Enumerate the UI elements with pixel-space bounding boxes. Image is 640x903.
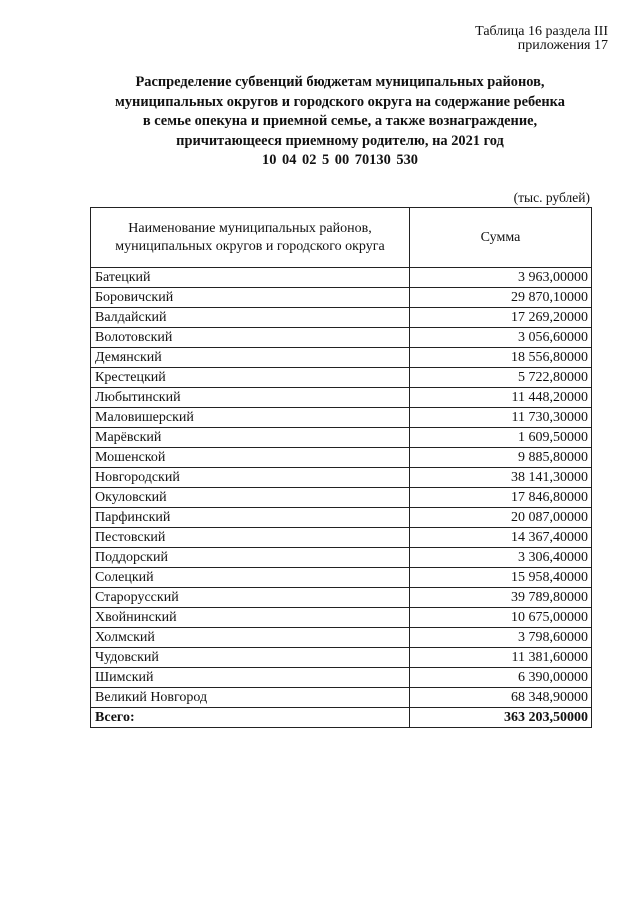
table-row xyxy=(91,408,592,428)
table-row xyxy=(91,468,592,488)
table-row xyxy=(91,348,592,368)
table-row xyxy=(91,288,592,308)
district-name: Демянский xyxy=(91,348,410,368)
unit-note: (тыс. рублей) xyxy=(513,190,590,205)
district-name: Шимский xyxy=(91,668,410,688)
district-amount: 11 730,30000 xyxy=(410,408,592,428)
table-header-row xyxy=(91,208,592,268)
district-name: Поддорский xyxy=(91,548,410,568)
table-row xyxy=(91,388,592,408)
district-amount: 20 087,00000 xyxy=(410,508,592,528)
district-amount: 15 958,40000 xyxy=(410,568,592,588)
district-amount: 5 722,80000 xyxy=(410,368,592,388)
district-amount: 3 798,60000 xyxy=(410,628,592,648)
district-name: Мошенской xyxy=(91,448,410,468)
title-line-2: муниципальных округов и городского округа на содержание ребенка xyxy=(115,93,565,110)
table-row xyxy=(91,588,592,608)
total-label: Всего: xyxy=(91,708,410,728)
district-amount: 17 269,20000 xyxy=(410,308,592,328)
table-row xyxy=(91,308,592,328)
table-row xyxy=(91,368,592,388)
district-name: Волотовский xyxy=(91,328,410,348)
district-name: Окуловский xyxy=(91,488,410,508)
table-row xyxy=(91,608,592,628)
district-name: Холмский xyxy=(91,628,410,648)
district-amount: 3 056,60000 xyxy=(410,328,592,348)
title-line-4: причитающееся приемному родителю, на 2021 год xyxy=(176,132,504,149)
district-amount: 6 390,00000 xyxy=(410,668,592,688)
district-name: Любытинский xyxy=(91,388,410,408)
district-amount: 14 367,40000 xyxy=(410,528,592,548)
column-header-amount: Сумма xyxy=(410,208,592,268)
district-amount: 39 789,80000 xyxy=(410,588,592,608)
district-name: Крестецкий xyxy=(91,368,410,388)
table-reference xyxy=(475,25,608,53)
table-body xyxy=(91,268,592,728)
document-title xyxy=(40,73,640,151)
budget-code: 10 04 02 5 00 70130 530 xyxy=(262,152,418,168)
district-amount: 3 306,40000 xyxy=(410,548,592,568)
table-row xyxy=(91,268,592,288)
district-amount: 18 556,80000 xyxy=(410,348,592,368)
district-amount: 3 963,00000 xyxy=(410,268,592,288)
table-row xyxy=(91,688,592,708)
district-amount: 17 846,80000 xyxy=(410,488,592,508)
table-row xyxy=(91,668,592,688)
table-row xyxy=(91,568,592,588)
district-name: Новгородский xyxy=(91,468,410,488)
district-amount: 1 609,50000 xyxy=(410,428,592,448)
district-name: Пестовский xyxy=(91,528,410,548)
table-total-row xyxy=(91,708,592,728)
table-row xyxy=(91,428,592,448)
district-name: Парфинский xyxy=(91,508,410,528)
district-name: Старорусский xyxy=(91,588,410,608)
table-row xyxy=(91,448,592,468)
title-line-3: в семье опекуна и приемной семье, а также вознаграждение, xyxy=(142,113,538,129)
table-row xyxy=(91,488,592,508)
table-row xyxy=(91,328,592,348)
district-name: Хвойнинский xyxy=(91,608,410,628)
reference-line-2: приложения 17 xyxy=(517,38,608,53)
district-name: Чудовский xyxy=(91,648,410,668)
title-line-1: Распределение субвенций бюджетам муниципальных районов, xyxy=(135,74,545,90)
district-name: Батецкий xyxy=(91,268,410,288)
district-name: Боровичский xyxy=(91,288,410,308)
district-name: Великий Новгород xyxy=(91,688,410,708)
district-name: Солецкий xyxy=(91,568,410,588)
total-amount: 363 203,50000 xyxy=(410,708,592,728)
table-row xyxy=(91,508,592,528)
table-row xyxy=(91,548,592,568)
reference-line-1: Таблица 16 раздела III xyxy=(475,24,608,39)
district-amount: 9 885,80000 xyxy=(410,448,592,468)
district-amount: 68 348,90000 xyxy=(410,688,592,708)
district-name: Валдайский xyxy=(91,308,410,328)
subvention-table xyxy=(90,207,592,728)
district-amount: 10 675,00000 xyxy=(410,608,592,628)
table-row xyxy=(91,528,592,548)
district-name: Маловишерский xyxy=(91,408,410,428)
table-row xyxy=(91,628,592,648)
column-header-name: Наименование муниципальных районов, муниципальных округов и городского округа xyxy=(91,208,410,268)
district-amount: 11 448,20000 xyxy=(410,388,592,408)
district-name: Марёвский xyxy=(91,428,410,448)
district-amount: 29 870,10000 xyxy=(410,288,592,308)
district-amount: 38 141,30000 xyxy=(410,468,592,488)
district-amount: 11 381,60000 xyxy=(410,648,592,668)
table-row xyxy=(91,648,592,668)
